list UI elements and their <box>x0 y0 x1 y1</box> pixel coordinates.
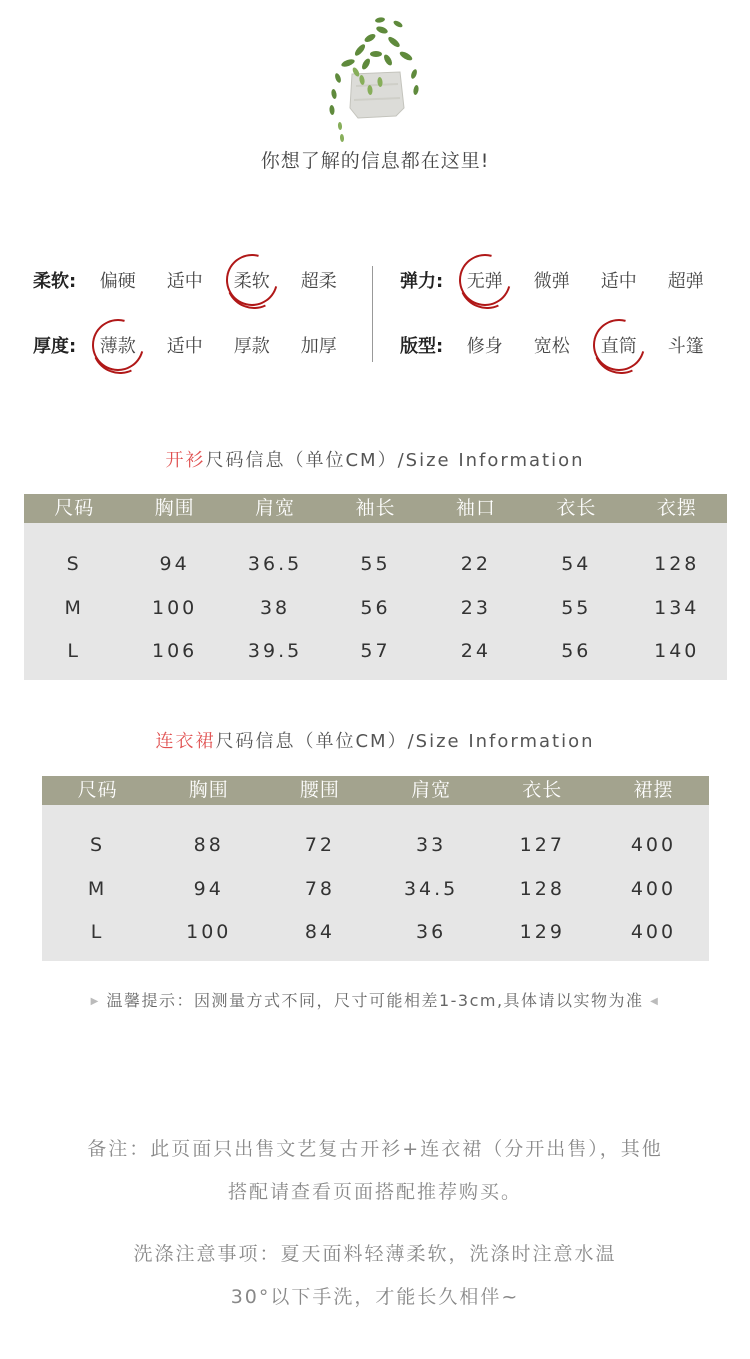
table-cell: 24 <box>460 640 491 662</box>
tip-text: 温馨提示：因测量方式不同，尺寸可能相差1-3cm,具体请以实物为准 <box>106 991 644 1010</box>
dress-table-title <box>0 727 750 753</box>
column-header: 肩宽 <box>411 779 452 801</box>
table-row <box>42 868 709 912</box>
table-cell: 56 <box>561 640 592 662</box>
table-cell: 127 <box>519 834 565 856</box>
attr-label: 厚度: <box>33 336 77 357</box>
table-cell: 140 <box>654 640 700 662</box>
table-cell: 400 <box>630 834 677 856</box>
table-row <box>24 543 727 587</box>
option-item: 超柔 <box>300 271 337 292</box>
table-cell: 57 <box>360 640 391 662</box>
dress-table-body <box>42 805 709 961</box>
table-row <box>24 587 727 631</box>
column-header: 衣长 <box>556 497 597 519</box>
attr-label: 弹力: <box>400 271 444 292</box>
attr-label: 柔软: <box>33 271 77 292</box>
option-item: 适中 <box>166 271 203 292</box>
table-cell: S <box>66 553 82 575</box>
table-cell: 129 <box>519 921 565 943</box>
table-cell: 55 <box>360 553 391 575</box>
table-cell: M <box>87 877 108 900</box>
cardigan-table-header <box>24 494 727 523</box>
table-cell: 36 <box>416 921 447 943</box>
remark-line-1: 备注：此页面只出售文艺复古开衫+连衣裙（分开出售），其他 <box>87 1138 663 1160</box>
column-header: 胸围 <box>188 779 229 801</box>
title-text: 尺码信息（单位CM）/Size Information <box>205 450 585 471</box>
option-item: 斗篷 <box>667 336 704 357</box>
option-item-selected: 直筒 <box>585 332 652 358</box>
column-header: 尺码 <box>77 779 118 801</box>
table-cell: 22 <box>460 553 491 575</box>
table-cell: 36.5 <box>247 553 303 575</box>
option-item-selected: 薄款 <box>84 332 151 358</box>
table-cell: 94 <box>193 877 224 900</box>
table-cell: 38 <box>259 596 291 619</box>
option-item: 厚款 <box>233 336 270 357</box>
attr-softness <box>33 260 352 300</box>
table-cell: 78 <box>304 877 336 900</box>
table-cell: 400 <box>630 877 677 900</box>
option-item-selected: 无弹 <box>451 267 518 293</box>
page-headline: 你想了解的信息都在这里! <box>260 150 490 172</box>
table-cell: 88 <box>193 834 224 856</box>
dress-table-header <box>42 776 709 805</box>
table-cell: 34.5 <box>403 877 459 900</box>
table-cell: 134 <box>654 596 700 619</box>
title-text: 尺码信息（单位CM）/Size Information <box>215 731 595 752</box>
table-cell: M <box>64 596 84 619</box>
attr-label: 版型: <box>400 336 444 357</box>
title-highlight: 开衫 <box>165 450 206 471</box>
triangle-left-icon: ◀ <box>650 996 660 1007</box>
potted-plant-icon <box>310 8 435 143</box>
table-row <box>24 630 727 674</box>
table-cell: L <box>90 921 105 943</box>
option-item: 适中 <box>166 336 203 357</box>
table-cell: 128 <box>519 877 565 900</box>
measurement-tip <box>0 988 750 1011</box>
table-cell: S <box>90 834 106 856</box>
vertical-divider <box>372 266 373 362</box>
table-cell: 23 <box>460 596 491 619</box>
attr-fit <box>400 325 719 365</box>
column-header: 胸围 <box>154 497 195 519</box>
column-header: 肩宽 <box>255 497 296 519</box>
option-item: 修身 <box>466 336 503 357</box>
column-header: 腰围 <box>299 779 340 801</box>
table-cell: 55 <box>561 596 592 619</box>
option-item: 适中 <box>600 271 637 292</box>
title-highlight: 连衣裙 <box>155 731 216 752</box>
attr-elasticity <box>400 260 719 300</box>
wash-line-2: 30°以下手洗，才能长久相伴~ <box>230 1286 520 1308</box>
option-item: 宽松 <box>533 336 570 357</box>
triangle-right-icon: ▶ <box>90 996 100 1007</box>
table-cell: 94 <box>159 553 190 575</box>
cardigan-table-title <box>0 446 750 472</box>
table-cell: 106 <box>152 640 198 662</box>
cardigan-table-body <box>24 523 727 680</box>
column-header: 衣摆 <box>656 497 697 519</box>
option-item: 偏硬 <box>99 271 136 292</box>
table-cell: 72 <box>304 834 336 856</box>
option-item: 超弹 <box>667 271 704 292</box>
table-cell: 39.5 <box>247 640 303 662</box>
table-row <box>42 911 709 955</box>
table-row <box>42 824 709 868</box>
table-cell: 56 <box>360 596 391 619</box>
column-header: 裙摆 <box>633 779 674 801</box>
table-cell: 100 <box>152 596 198 619</box>
table-cell: 84 <box>304 921 336 943</box>
attr-thickness <box>33 325 352 365</box>
table-cell: 400 <box>630 921 677 943</box>
column-header: 袖口 <box>455 497 496 519</box>
table-cell: 54 <box>561 553 592 575</box>
remark-line-2: 搭配请查看页面搭配推荐购买。 <box>227 1181 522 1203</box>
table-cell: 128 <box>654 553 700 575</box>
wash-line-1: 洗涤注意事项：夏天面料轻薄柔软，洗涤时注意水温 <box>133 1243 617 1265</box>
column-header: 衣长 <box>522 779 563 801</box>
option-item: 微弹 <box>533 271 570 292</box>
table-cell: 33 <box>416 834 447 856</box>
column-header: 尺码 <box>54 497 95 519</box>
option-item-selected: 柔软 <box>218 267 285 293</box>
table-cell: L <box>67 640 81 662</box>
table-cell: 100 <box>186 921 232 943</box>
column-header: 袖长 <box>355 497 396 519</box>
option-item: 加厚 <box>300 336 337 357</box>
